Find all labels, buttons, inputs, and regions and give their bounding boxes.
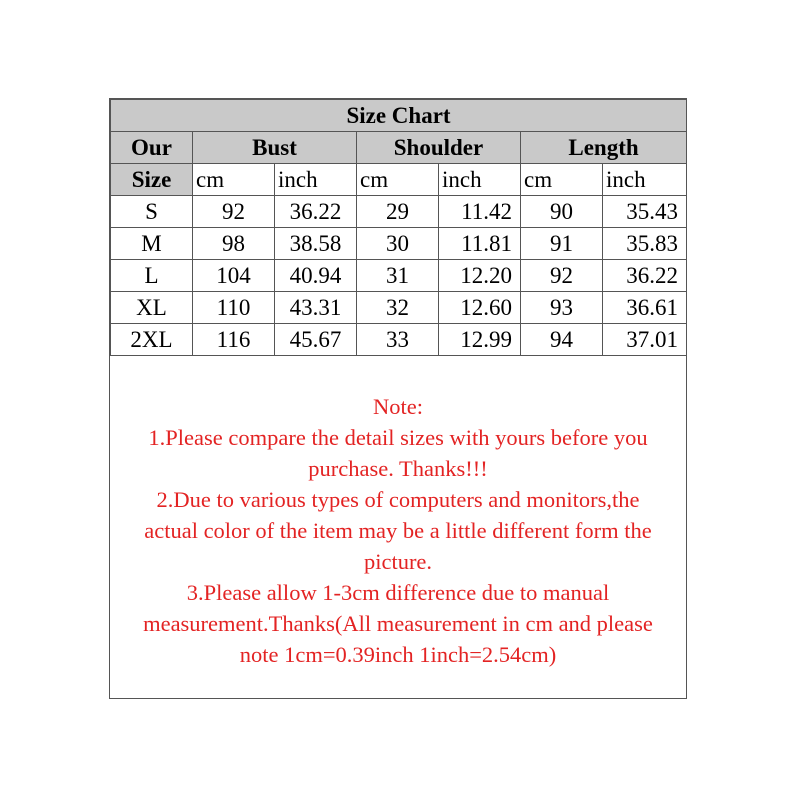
table-row xyxy=(111,324,687,356)
chart-title: Size Chart xyxy=(111,100,687,132)
bust-cm-cell: 104 xyxy=(193,260,275,292)
note-line: 2.Due to various types of computers and monitors,the xyxy=(156,487,640,512)
bust-inch-cell: 40.94 xyxy=(275,260,357,292)
length-cm-cell: 94 xyxy=(521,324,603,356)
unit-header-row xyxy=(111,164,687,196)
length-inch-cell: 37.01 xyxy=(603,324,687,356)
shoulder-cm-cell: 31 xyxy=(357,260,439,292)
bust-unit-cm: cm xyxy=(193,164,275,196)
length-inch-cell: 36.61 xyxy=(603,292,687,324)
bust-inch-cell: 38.58 xyxy=(275,228,357,260)
bust-inch-cell: 36.22 xyxy=(275,196,357,228)
note-heading: Note: xyxy=(373,394,423,419)
shoulder-inch-cell: 11.42 xyxy=(439,196,521,228)
note-line: 3.Please allow 1-3cm difference due to manual xyxy=(186,580,610,605)
shoulder-cm-cell: 32 xyxy=(357,292,439,324)
group-header-row xyxy=(111,132,687,164)
note-line: picture. xyxy=(363,549,433,574)
size-chart-table xyxy=(110,99,687,356)
note-line: purchase. Thanks!!! xyxy=(308,456,488,481)
note-line: measurement.Thanks(All measurement in cm and please xyxy=(143,611,653,636)
length-header: Length xyxy=(521,132,687,164)
bust-inch-cell: 43.31 xyxy=(275,292,357,324)
table-row xyxy=(111,228,687,260)
shoulder-inch-cell: 12.20 xyxy=(439,260,521,292)
length-cm-cell: 91 xyxy=(521,228,603,260)
length-inch-cell: 36.22 xyxy=(603,260,687,292)
shoulder-cm-cell: 29 xyxy=(357,196,439,228)
size-label: M xyxy=(111,228,193,260)
size-label: XL xyxy=(111,292,193,324)
size-label: 2XL xyxy=(111,324,193,356)
length-unit-inch: inch xyxy=(603,164,687,196)
shoulder-cm-cell: 30 xyxy=(357,228,439,260)
note-line: actual color of the item may be a little different form the xyxy=(144,518,652,543)
shoulder-cm-cell: 33 xyxy=(357,324,439,356)
size-label: S xyxy=(111,196,193,228)
our-size-header-top: Our xyxy=(111,132,193,164)
length-inch-cell: 35.43 xyxy=(603,196,687,228)
bust-cm-cell: 110 xyxy=(193,292,275,324)
bust-inch-cell: 45.67 xyxy=(275,324,357,356)
length-cm-cell: 93 xyxy=(521,292,603,324)
bust-cm-cell: 116 xyxy=(193,324,275,356)
shoulder-inch-cell: 12.99 xyxy=(439,324,521,356)
shoulder-inch-cell: 12.60 xyxy=(439,292,521,324)
bust-cm-cell: 92 xyxy=(193,196,275,228)
table-row xyxy=(111,292,687,324)
bust-header: Bust xyxy=(193,132,357,164)
shoulder-unit-inch: inch xyxy=(439,164,521,196)
note-line: 1.Please compare the detail sizes with yours before you xyxy=(148,425,648,450)
shoulder-inch-cell: 11.81 xyxy=(439,228,521,260)
bust-cm-cell: 98 xyxy=(193,228,275,260)
note-block xyxy=(110,391,686,670)
length-inch-cell: 35.83 xyxy=(603,228,687,260)
size-label: L xyxy=(111,260,193,292)
shoulder-unit-cm: cm xyxy=(357,164,439,196)
shoulder-header: Shoulder xyxy=(357,132,521,164)
our-size-header-bottom: Size xyxy=(111,164,193,196)
length-cm-cell: 90 xyxy=(521,196,603,228)
title-row xyxy=(111,100,687,132)
length-unit-cm: cm xyxy=(521,164,603,196)
length-cm-cell: 92 xyxy=(521,260,603,292)
bust-unit-inch: inch xyxy=(275,164,357,196)
table-row xyxy=(111,260,687,292)
size-chart-panel xyxy=(109,98,687,699)
note-line: note 1cm=0.39inch 1inch=2.54cm) xyxy=(239,642,557,667)
table-row xyxy=(111,196,687,228)
